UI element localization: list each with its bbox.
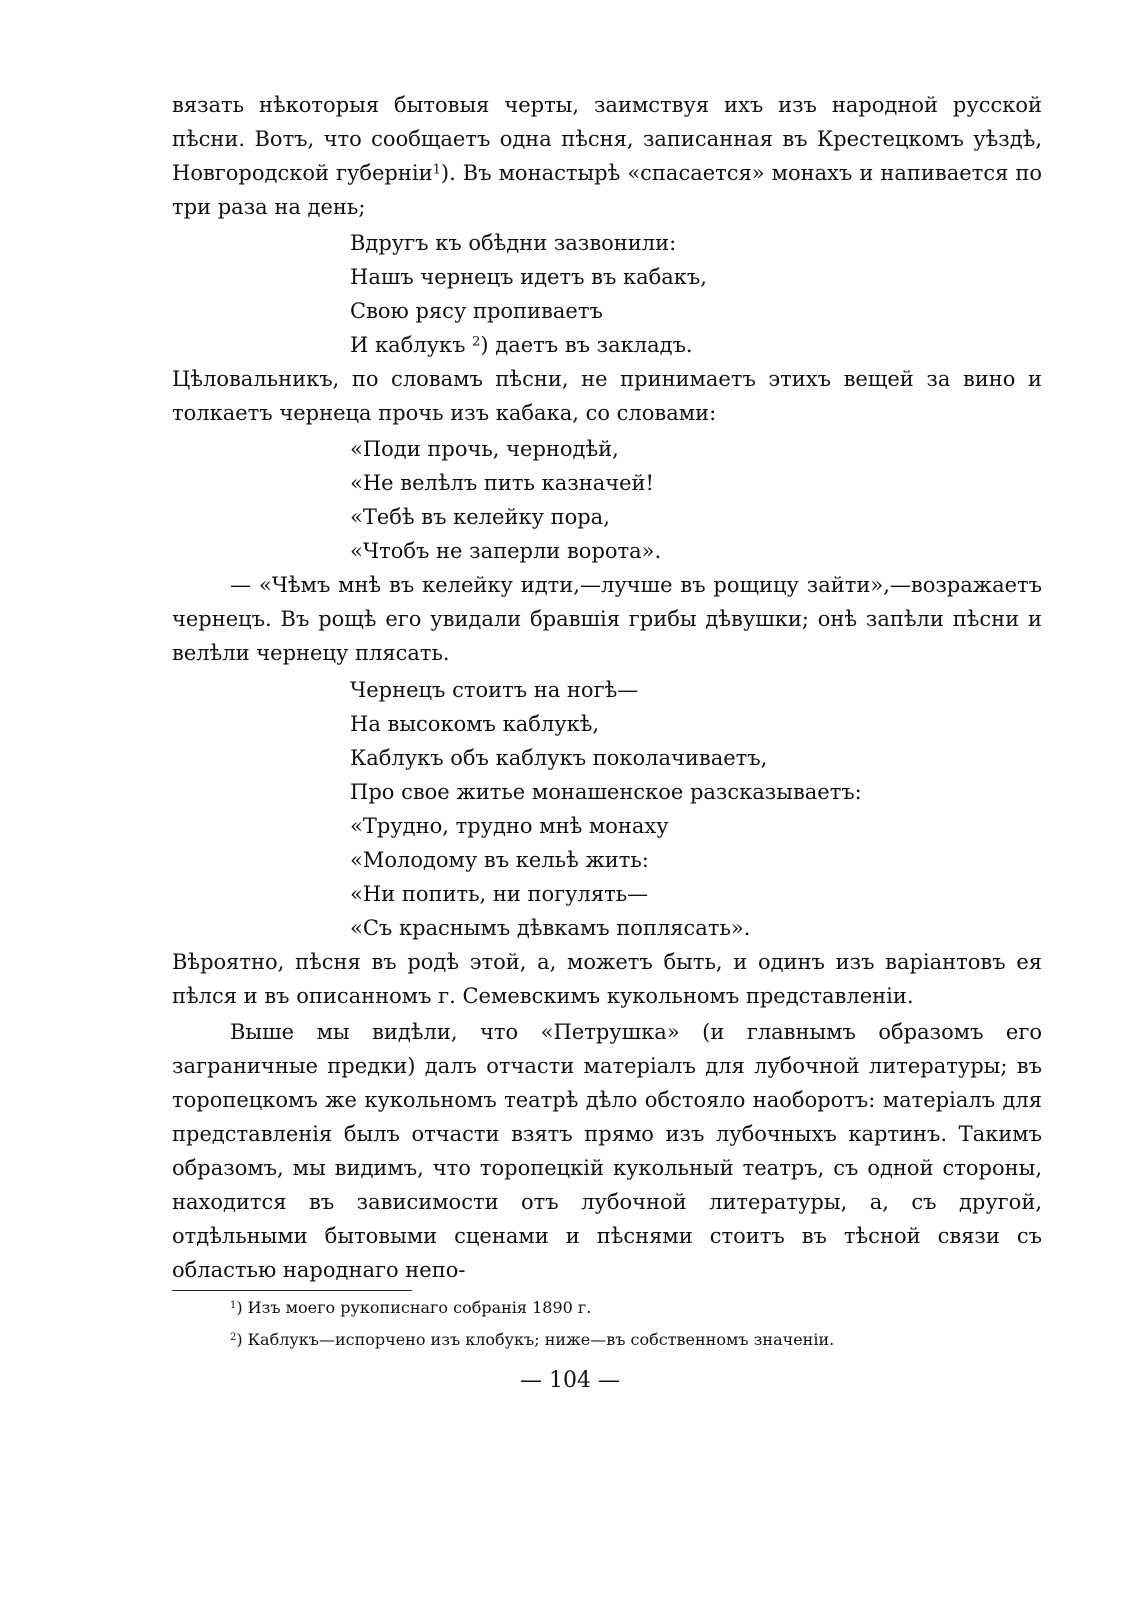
verse-line: «Не велѣлъ пить казначей! [350, 471, 654, 495]
footnote-ref-2: 2 [472, 334, 481, 350]
page-number: — 104 — [520, 1368, 620, 1393]
verse-line: Вдругъ къ обѣдни зазвонили: [350, 231, 677, 255]
verse-line: «Молодому въ кельѣ жить: [350, 848, 649, 872]
verse-line: «Тебѣ въ келейку пора, [350, 505, 610, 529]
footnote-ref-1: 1 [432, 162, 441, 178]
paragraph-opening: вязать нѣкоторыя бытовыя черты, заимствуя ихъ изъ народной русской пѣсни. Вотъ, что сообщаетъ одна пѣсня, записанная въ Крестецкомъ уѣздѣ, Новгородской губерніи$^1$). Въ монастырѣ «спасается» монахъ и напивается по три раза на день; [172, 93, 1042, 219]
footnote-1: $^1$) Изъ моего рукописнаго собранія 1890 г. [230, 1298, 592, 1317]
paragraph-tavern-keeper: Цѣловальникъ, по словамъ пѣсни, не принимаетъ этихъ вещей за вино и толкаетъ чернеца прочь изъ кабака, со словами: [172, 367, 1042, 425]
verse-line: «Чтобъ не заперли ворота». [350, 539, 662, 563]
verse-stanza-2 [350, 432, 950, 568]
verse-line: «Ни попить, ни погулять— [350, 882, 649, 906]
paragraph-monk-reply: — «Чѣмъ мнѣ въ келейку идти,—лучше въ рощицу зайти»,—возражаетъ чернецъ. Въ рощѣ его увидали бравшія грибы дѣвушки; онѣ запѣли пѣсни и велѣли чернецу плясать. [172, 573, 1042, 665]
verse-line: Про свое житье монашенское разсказываетъ: [350, 780, 862, 804]
verse-line: Каблукъ объ каблукъ поколачиваетъ, [350, 746, 768, 770]
verse-stanza-3 [350, 673, 950, 945]
paragraph-above: Выше мы видѣли, что «Петрушка» (и главнымъ образомъ его заграничные предки) далъ отчасти матеріалъ для лубочной литературы; въ торопецкомъ же кукольномъ театрѣ дѣло обстояло наоборотъ: матеріалъ для представленія былъ отчасти взятъ прямо изъ лубочныхъ картинъ. Такимъ образомъ, мы видимъ, что торопецкій кукольный театръ, съ одной стороны, находится въ зависимости отъ лубочной литературы, а, съ другой, отдѣльными бытовыми сценами и пѣснями стоитъ въ тѣсной связи съ областью народнаго непо- [172, 1020, 1042, 1282]
verse-line: Чернецъ стоитъ на ногѣ— [350, 678, 639, 702]
paragraph-probably: Вѣроятно, пѣсня въ родѣ этой, а, можетъ быть, и одинъ изъ варіантовъ ея пѣлся и въ описанномъ г. Семевскимъ кукольномъ представленіи. [172, 950, 1042, 1008]
footnote-divider [172, 1290, 412, 1291]
verse-stanza-1 [350, 226, 950, 362]
verse-line: «Поди прочь, чернодѣй, [350, 437, 619, 461]
verse-line: Нашъ чернецъ идетъ въ кабакъ, [350, 265, 707, 289]
verse-line: «Трудно, трудно мнѣ монаху [350, 814, 669, 838]
verse-line: «Съ краснымъ дѣвкамъ поплясать». [350, 916, 751, 940]
verse-line: На высокомъ каблукѣ, [350, 712, 600, 736]
verse-line: И каблукъ $^2$) даетъ въ закладъ. [350, 333, 693, 357]
footnote-2: $^2$) Каблукъ—испорчено изъ клобукъ; ниже—въ собственномъ значеніи. [230, 1330, 835, 1349]
verse-line: Свою рясу пропиваетъ [350, 299, 603, 323]
